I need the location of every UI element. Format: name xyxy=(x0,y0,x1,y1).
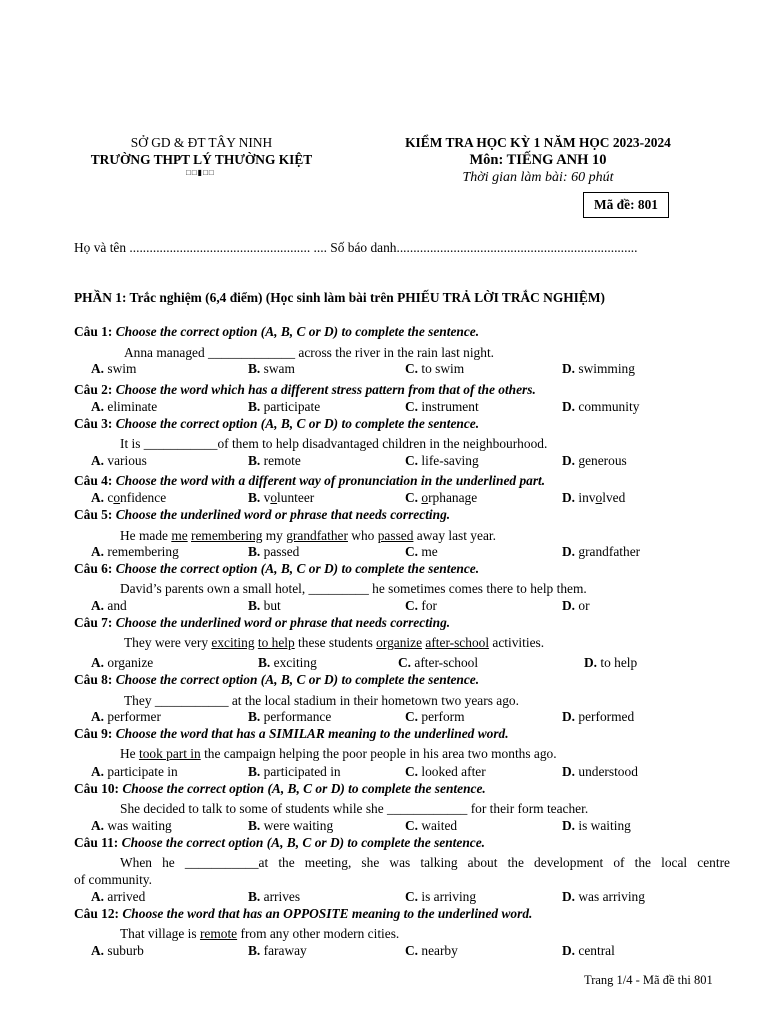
option-letter: C. xyxy=(405,399,419,414)
question-instruction: Choose the correct option (A, B, C or D) to complete the sentence. xyxy=(115,324,480,339)
underlined-phrase: took part in xyxy=(138,746,201,761)
question-stem xyxy=(120,746,557,762)
answer-option[interactable] xyxy=(91,889,145,905)
option-letter: B. xyxy=(258,655,271,670)
option-text: after-school xyxy=(414,655,479,670)
option-text: central xyxy=(578,943,615,958)
option-text: swim xyxy=(107,361,137,376)
option-text: c xyxy=(107,490,114,505)
underlined-phrase: to help xyxy=(257,635,295,650)
answer-option[interactable] xyxy=(562,399,639,415)
question-stem: When he ___________at the meeting, she was talking about the development of the local centre xyxy=(120,855,730,870)
question-number: Câu 3: xyxy=(74,416,113,431)
question-heading xyxy=(74,615,450,631)
question-number: Câu 7: xyxy=(74,615,113,630)
answer-option[interactable] xyxy=(258,655,317,671)
option-letter: D. xyxy=(562,490,576,505)
question-stem xyxy=(120,926,399,942)
option-text: looked after xyxy=(421,764,486,779)
stem-text: He made xyxy=(120,528,172,543)
option-text: but xyxy=(263,598,281,613)
option-text: instrument xyxy=(421,399,479,414)
option-letter: B. xyxy=(248,361,261,376)
option-letter: A. xyxy=(91,361,105,376)
option-text: lved xyxy=(602,490,626,505)
answer-option[interactable] xyxy=(91,655,153,671)
option-letter: D. xyxy=(562,361,576,376)
answer-option[interactable] xyxy=(248,889,300,905)
section-title: PHẦN 1: Trắc nghiệm (6,4 điểm) (Học sinh làm bài trên PHIẾU TRẢ LỜI TRẮC NGHIỆM) xyxy=(74,290,605,305)
question-heading xyxy=(74,672,479,688)
answer-option[interactable] xyxy=(91,544,179,560)
underlined-phrase: remembering xyxy=(191,528,263,543)
option-text: various xyxy=(107,453,147,468)
option-letter: B. xyxy=(248,399,261,414)
option-text: life-saving xyxy=(421,453,479,468)
option-letter: B. xyxy=(248,764,261,779)
question-instruction: Choose the word which has a different stress pattern from that of the others. xyxy=(115,382,536,397)
answer-option[interactable] xyxy=(91,490,166,506)
option-letter: C. xyxy=(398,655,412,670)
stem-text: away last year. xyxy=(413,528,496,543)
option-letter: C. xyxy=(405,490,419,505)
option-letter: D. xyxy=(562,943,576,958)
answer-option[interactable] xyxy=(562,709,634,725)
option-text: is waiting xyxy=(578,818,631,833)
question-stem xyxy=(124,635,544,651)
answer-option[interactable] xyxy=(562,361,635,377)
answer-option[interactable] xyxy=(91,943,144,959)
option-text: was arriving xyxy=(578,889,645,904)
question-instruction: Choose the underlined word or phrase that needs correcting. xyxy=(115,615,451,630)
option-letter: D. xyxy=(584,655,598,670)
question-heading xyxy=(74,835,485,851)
question-number: Câu 5: xyxy=(74,507,113,522)
question-heading xyxy=(74,561,479,577)
question-number: Câu 6: xyxy=(74,561,113,576)
option-text: understood xyxy=(578,764,638,779)
option-text: nearby xyxy=(421,943,458,958)
underlined-phrase: grandfather xyxy=(286,528,348,543)
question-number: Câu 1: xyxy=(74,324,113,339)
question-number: Câu 11: xyxy=(74,835,119,850)
stem-text: They were very xyxy=(124,635,212,650)
question-heading xyxy=(74,416,479,432)
answer-option[interactable] xyxy=(248,399,320,415)
question-stem: Anna managed _____________ across the river in the rain last night. xyxy=(124,345,495,360)
option-letter: A. xyxy=(91,709,105,724)
option-letter: C. xyxy=(405,709,419,724)
answer-option[interactable] xyxy=(405,818,457,834)
answer-option[interactable] xyxy=(248,544,299,560)
option-text: generous xyxy=(578,453,627,468)
answer-option[interactable] xyxy=(584,655,637,671)
option-text: rphanage xyxy=(428,490,478,505)
option-text: perform xyxy=(421,709,465,724)
question-stem xyxy=(120,528,496,544)
question-heading xyxy=(74,324,479,340)
stem-text: He xyxy=(120,746,139,761)
answer-option[interactable] xyxy=(248,709,331,725)
option-text: performed xyxy=(578,709,635,724)
stem-text: these students xyxy=(294,635,377,650)
option-underlined-letter: o xyxy=(595,490,603,505)
option-text: lunteer xyxy=(277,490,315,505)
option-letter: D. xyxy=(562,889,576,904)
option-text: organize xyxy=(107,655,154,670)
option-letter: D. xyxy=(562,709,576,724)
answer-option[interactable] xyxy=(562,889,645,905)
option-text: participate xyxy=(263,399,321,414)
option-letter: B. xyxy=(248,709,261,724)
option-letter: B. xyxy=(248,598,261,613)
option-text: to swim xyxy=(421,361,465,376)
answer-option[interactable] xyxy=(248,598,281,614)
option-text: exciting xyxy=(273,655,317,670)
option-letter: A. xyxy=(91,889,105,904)
answer-option[interactable] xyxy=(248,361,295,377)
option-letter: C. xyxy=(405,361,419,376)
option-text: inv xyxy=(578,490,596,505)
question-heading xyxy=(74,507,450,523)
option-text: for xyxy=(421,598,438,613)
option-letter: C. xyxy=(405,453,419,468)
option-text: eliminate xyxy=(107,399,158,414)
answer-option[interactable] xyxy=(91,764,178,780)
option-letter: C. xyxy=(405,943,419,958)
answer-option[interactable] xyxy=(405,453,479,469)
option-text: was waiting xyxy=(107,818,172,833)
question-stem: She decided to talk to some of students while she ____________ for their form teacher. xyxy=(120,801,589,816)
option-letter: C. xyxy=(405,889,419,904)
option-letter: C. xyxy=(405,544,419,559)
option-letter: A. xyxy=(91,764,105,779)
answer-option[interactable] xyxy=(562,818,631,834)
option-text: is arriving xyxy=(421,889,477,904)
option-letter: C. xyxy=(405,818,419,833)
option-text: swimming xyxy=(578,361,635,376)
option-underlined-letter: o xyxy=(421,490,429,505)
answer-option[interactable] xyxy=(91,818,172,834)
option-text: v xyxy=(263,490,271,505)
subject: Môn: TIẾNG ANH 10 xyxy=(469,152,607,168)
option-letter: B. xyxy=(248,453,261,468)
option-letter: D. xyxy=(562,598,576,613)
option-underlined-letter: o xyxy=(113,490,121,505)
divider-mark: □□▮□□ xyxy=(186,168,215,177)
answer-option[interactable] xyxy=(562,764,638,780)
answer-option[interactable] xyxy=(405,764,486,780)
page-footer: Trang 1/4 - Mã đề thi 801 xyxy=(584,973,713,987)
option-text: and xyxy=(107,598,127,613)
answer-option[interactable] xyxy=(91,399,157,415)
question-instruction: Choose the correct option (A, B, C or D) to complete the sentence. xyxy=(115,672,480,687)
stem-text: who xyxy=(347,528,378,543)
option-text: suburb xyxy=(107,943,144,958)
department-name: SỞ GD & ĐT TÂY NINH xyxy=(130,135,273,150)
option-letter: B. xyxy=(248,889,261,904)
option-underlined-letter: o xyxy=(270,490,278,505)
stem-text: That village is xyxy=(120,926,200,941)
question-number: Câu 8: xyxy=(74,672,113,687)
option-letter: A. xyxy=(91,490,105,505)
underlined-phrase: remote xyxy=(199,926,238,941)
option-letter: A. xyxy=(91,453,105,468)
question-instruction: Choose the correct option (A, B, C or D) to complete the sentence. xyxy=(121,835,486,850)
answer-option[interactable] xyxy=(405,544,438,560)
answer-option[interactable] xyxy=(405,943,458,959)
question-instruction: Choose the word that has an OPPOSITE meaning to the underlined word. xyxy=(122,906,533,921)
exam-code-box: Mã đề: 801 xyxy=(583,192,669,218)
option-letter: B. xyxy=(248,490,261,505)
option-text: passed xyxy=(263,544,300,559)
option-text: arrives xyxy=(263,889,301,904)
answer-option[interactable] xyxy=(405,709,465,725)
question-heading xyxy=(74,473,545,489)
answer-option[interactable] xyxy=(562,598,590,614)
question-instruction: Choose the word with a different way of pronunciation in the underlined part. xyxy=(115,473,546,488)
option-letter: D. xyxy=(562,544,576,559)
answer-option[interactable] xyxy=(91,709,161,725)
answer-option[interactable] xyxy=(405,361,464,377)
option-text: remembering xyxy=(107,544,179,559)
option-text: arrived xyxy=(107,889,146,904)
answer-option[interactable] xyxy=(248,943,307,959)
option-text: to help xyxy=(600,655,638,670)
option-letter: A. xyxy=(91,818,105,833)
answer-option[interactable] xyxy=(562,943,615,959)
answer-option[interactable] xyxy=(91,598,127,614)
answer-option[interactable] xyxy=(405,399,479,415)
question-number: Câu 9: xyxy=(74,726,113,741)
student-info-line: Họ và tên ...................................................... .... Số báo danh........................................................................ xyxy=(74,240,638,255)
exam-title: KIỂM TRA HỌC KỲ 1 NĂM HỌC 2023-2024 xyxy=(405,135,671,150)
option-letter: D. xyxy=(562,453,576,468)
option-text: community xyxy=(578,399,640,414)
answer-option[interactable] xyxy=(405,889,476,905)
answer-option[interactable] xyxy=(248,764,341,780)
option-letter: D. xyxy=(562,764,576,779)
answer-option[interactable] xyxy=(91,453,147,469)
answer-option[interactable] xyxy=(398,655,478,671)
question-number: Câu 10: xyxy=(74,781,120,796)
option-text: swam xyxy=(263,361,295,376)
stem-text: my xyxy=(262,528,287,543)
question-heading xyxy=(74,382,536,398)
question-instruction: Choose the word that has a SIMILAR meaning to the underlined word. xyxy=(115,726,509,741)
option-letter: A. xyxy=(91,655,105,670)
question-instruction: Choose the underlined word or phrase that needs correcting. xyxy=(115,507,451,522)
option-letter: B. xyxy=(248,818,261,833)
option-text: remote xyxy=(263,453,301,468)
question-instruction: Choose the correct option (A, B, C or D) to complete the sentence. xyxy=(115,416,480,431)
question-instruction: Choose the correct option (A, B, C or D) to complete the sentence. xyxy=(115,561,480,576)
answer-option[interactable] xyxy=(248,453,301,469)
option-letter: A. xyxy=(91,943,105,958)
answer-option[interactable] xyxy=(248,490,314,506)
option-text: were waiting xyxy=(263,818,334,833)
option-text: participate in xyxy=(107,764,178,779)
option-letter: B. xyxy=(248,943,261,958)
answer-option[interactable] xyxy=(562,490,625,506)
option-letter: D. xyxy=(562,399,576,414)
option-letter: D. xyxy=(562,818,576,833)
option-text: or xyxy=(578,598,590,613)
question-stem: They ___________ at the local stadium in their hometown two years ago. xyxy=(124,693,519,708)
option-text: participated in xyxy=(263,764,341,779)
option-letter: B. xyxy=(248,544,261,559)
option-text: waited xyxy=(421,818,458,833)
option-text: performer xyxy=(107,709,161,724)
question-instruction: Choose the correct option (A, B, C or D) to complete the sentence. xyxy=(122,781,486,796)
question-stem: It is ___________of them to help disadvantaged children in the neighbourhood. xyxy=(120,436,548,451)
underlined-phrase: organize xyxy=(376,635,423,650)
option-text: me xyxy=(421,544,438,559)
question-heading xyxy=(74,906,532,922)
question-number: Câu 12: xyxy=(74,906,120,921)
answer-option[interactable] xyxy=(405,490,477,506)
question-heading xyxy=(74,781,486,797)
stem-text: the campaign helping the poor people in his area two months ago. xyxy=(200,746,557,761)
answer-option[interactable] xyxy=(248,818,333,834)
option-letter: A. xyxy=(91,598,105,613)
stem-text: activities. xyxy=(489,635,545,650)
answer-option[interactable] xyxy=(405,598,437,614)
option-text: faraway xyxy=(263,943,307,958)
option-letter: A. xyxy=(91,544,105,559)
underlined-phrase: exciting xyxy=(211,635,255,650)
question-stem-continued: of community. xyxy=(74,872,152,887)
question-stem: David’s parents own a small hotel, _________ he sometimes comes there to help them. xyxy=(120,581,587,596)
option-letter: C. xyxy=(405,764,419,779)
option-letter: A. xyxy=(91,399,105,414)
underlined-phrase: me xyxy=(171,528,188,543)
stem-text: from any other modern cities. xyxy=(237,926,400,941)
school-name: TRƯỜNG THPT LÝ THƯỜNG KIỆT xyxy=(90,152,313,167)
option-letter: C. xyxy=(405,598,419,613)
option-text: performance xyxy=(263,709,332,724)
underlined-phrase: after-school xyxy=(425,635,490,650)
option-text: nfidence xyxy=(120,490,167,505)
underlined-phrase: passed xyxy=(377,528,414,543)
question-number: Câu 2: xyxy=(74,382,113,397)
answer-option[interactable] xyxy=(91,361,136,377)
question-heading xyxy=(74,726,509,742)
answer-option[interactable] xyxy=(562,453,627,469)
exam-time: Thời gian làm bài: 60 phút xyxy=(462,170,614,185)
option-text: grandfather xyxy=(578,544,641,559)
question-number: Câu 4: xyxy=(74,473,113,488)
answer-option[interactable] xyxy=(562,544,640,560)
